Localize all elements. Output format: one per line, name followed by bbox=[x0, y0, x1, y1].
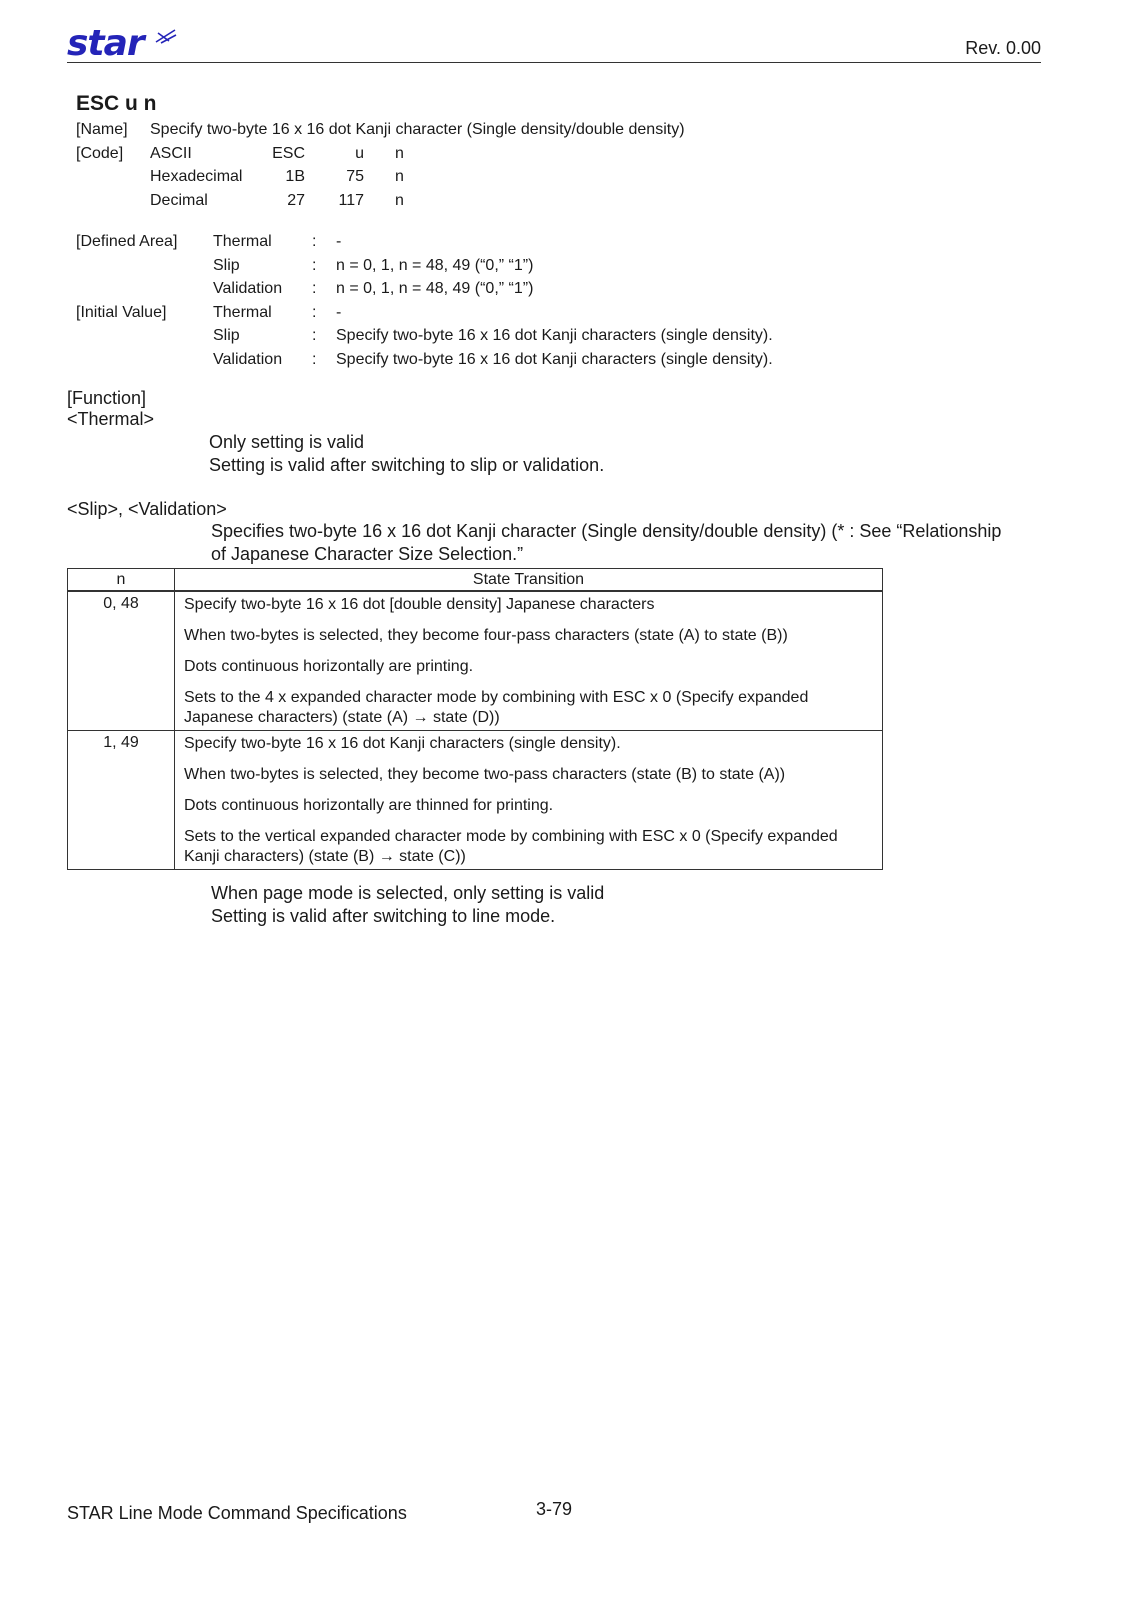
code-row-c1: 27 bbox=[287, 192, 305, 209]
slip-validation-heading: <Slip>, <Validation> bbox=[67, 499, 227, 519]
description-item: When two-bytes is selected, they become two-pass characters (state (B) to state (A)) bbox=[184, 766, 786, 783]
description-item: When two-bytes is selected, they become four-pass characters (state (A) to state (B)) bbox=[184, 627, 788, 644]
table-row bbox=[68, 591, 883, 731]
defined-area-sep: : bbox=[312, 233, 317, 250]
name-label: [Name] bbox=[76, 121, 128, 138]
table-header-row bbox=[68, 569, 883, 592]
column-header-state-transition: State Transition bbox=[175, 569, 883, 592]
code-row-c3: n bbox=[395, 192, 404, 209]
description-item: Dots continuous horizontally are thinned for printing. bbox=[184, 797, 554, 814]
code-row-c1: ESC bbox=[272, 145, 305, 162]
initial-value-value: - bbox=[336, 304, 342, 321]
initial-value-value: Specify two-byte 16 x 16 dot Kanji characters (single density). bbox=[336, 327, 773, 344]
slip-line: of Japanese Character Size Selection.” bbox=[211, 544, 524, 564]
defined-area-value: n = 0, 1, n = 48, 49 (“0,” “1”) bbox=[336, 280, 534, 297]
code-row-label: Decimal bbox=[150, 192, 208, 209]
initial-value-mode: Thermal bbox=[213, 304, 272, 321]
defined-area-sep: : bbox=[312, 280, 317, 297]
code-row-c1: 1B bbox=[285, 168, 305, 185]
defined-area-value: n = 0, 1, n = 48, 49 (“0,” “1”) bbox=[336, 257, 534, 274]
description-item: Sets to the vertical expanded character mode by combining with ESC x 0 (Specify expanded Kanji characters) (state (B) → state (C)) bbox=[184, 828, 838, 865]
description-item: Specify two-byte 16 x 16 dot Kanji characters (single density). bbox=[184, 735, 621, 752]
code-row-c3: n bbox=[395, 145, 404, 162]
description-item: Dots continuous horizontally are printing. bbox=[184, 658, 474, 675]
page-number: 3-79 bbox=[536, 1499, 573, 1519]
footer-title: STAR Line Mode Command Specifications bbox=[67, 1503, 407, 1523]
defined-area-mode: Validation bbox=[213, 280, 283, 297]
defined-area-mode: Slip bbox=[213, 257, 240, 274]
name-value: Specify two-byte 16 x 16 dot Kanji character (Single density/double density) bbox=[150, 121, 685, 138]
thermal-heading: <Thermal> bbox=[67, 409, 155, 429]
initial-value-mode: Validation bbox=[213, 351, 283, 368]
table-cell-description bbox=[175, 591, 883, 731]
defined-area-mode: Thermal bbox=[213, 233, 272, 250]
code-row-c2: u bbox=[355, 145, 364, 162]
initial-value-sep: : bbox=[312, 304, 317, 321]
initial-value-value: Specify two-byte 16 x 16 dot Kanji characters (single density). bbox=[336, 351, 773, 368]
defined-area-label: [Defined Area] bbox=[76, 233, 178, 250]
code-label: [Code] bbox=[76, 145, 124, 162]
code-row-c2: 75 bbox=[346, 168, 364, 185]
star-logo-mark bbox=[155, 28, 177, 44]
revision-label: Rev. 0.00 bbox=[965, 38, 1041, 58]
table-row bbox=[68, 731, 883, 870]
description-item: Specify two-byte 16 x 16 dot [double density] Japanese characters bbox=[184, 596, 655, 613]
command-title: ESC u n bbox=[76, 92, 157, 115]
code-row-c2: 117 bbox=[338, 192, 364, 209]
description-item: Sets to the 4 x expanded character mode by combining with ESC x 0 (Specify expanded Japanese characters) (state (A) → state (D)) bbox=[184, 689, 809, 726]
table-cell-n: 0, 48 bbox=[68, 591, 175, 731]
initial-value-label: [Initial Value] bbox=[76, 304, 167, 321]
thermal-line: Setting is valid after switching to slip or validation. bbox=[209, 455, 605, 475]
code-row-label: ASCII bbox=[150, 145, 192, 162]
defined-area-value: - bbox=[336, 233, 342, 250]
page-mode-line: When page mode is selected, only setting is valid bbox=[211, 883, 605, 903]
header-divider bbox=[67, 62, 1041, 63]
star-logo: star bbox=[67, 23, 144, 64]
initial-value-mode: Slip bbox=[213, 327, 240, 344]
code-row-label: Hexadecimal bbox=[150, 168, 243, 185]
function-label: [Function] bbox=[67, 388, 147, 408]
page-mode-line: Setting is valid after switching to line mode. bbox=[211, 906, 556, 926]
thermal-line: Only setting is valid bbox=[209, 432, 365, 452]
code-row-c3: n bbox=[395, 168, 404, 185]
initial-value-sep: : bbox=[312, 351, 317, 368]
slip-line: Specifies two-byte 16 x 16 dot Kanji character (Single density/double density) (* : See “Relationship bbox=[211, 521, 1002, 541]
state-transition-table bbox=[67, 568, 883, 870]
column-header-n: n bbox=[68, 569, 175, 592]
table-cell-description bbox=[175, 731, 883, 870]
initial-value-sep: : bbox=[312, 327, 317, 344]
table-cell-n: 1, 49 bbox=[68, 731, 175, 870]
defined-area-sep: : bbox=[312, 257, 317, 274]
